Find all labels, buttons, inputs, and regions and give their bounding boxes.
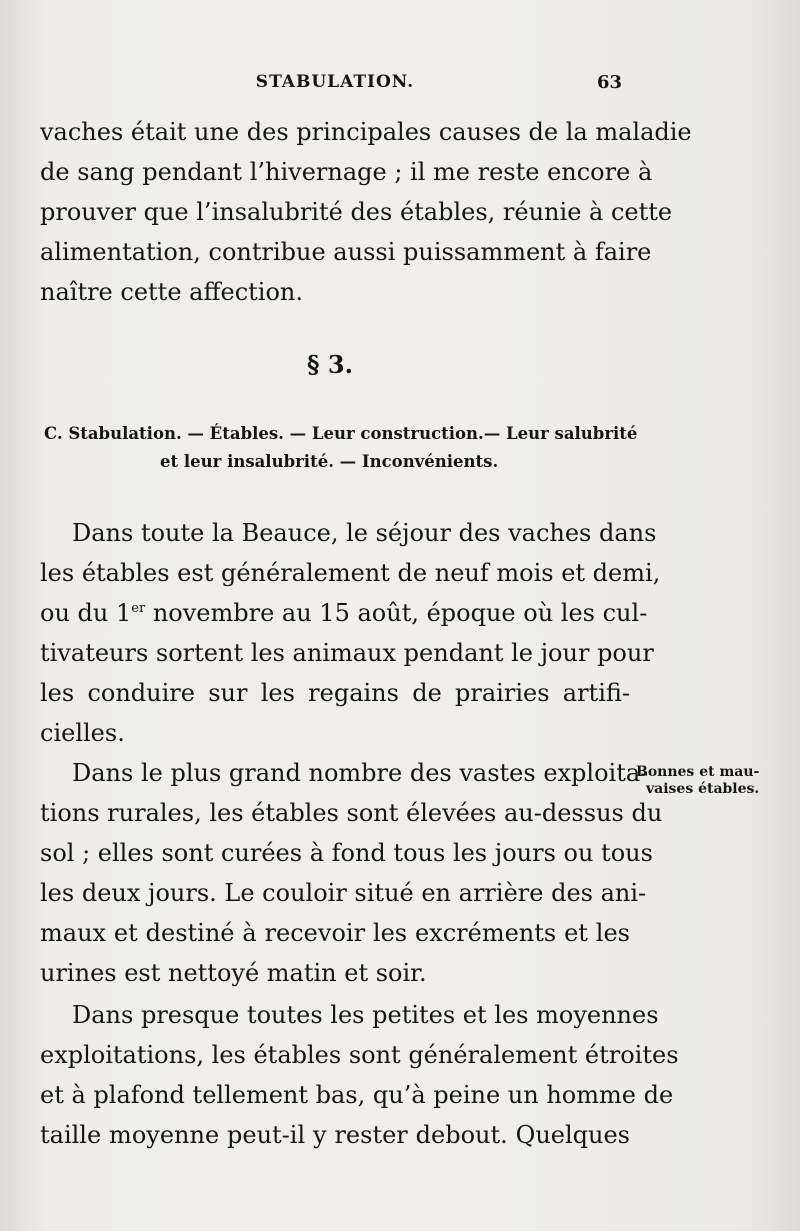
text-line: sol ; elles sont curées à fond tous les jours ou tous: [40, 839, 653, 867]
text-fragment: novembre au 15 août, époque où les cul-: [145, 599, 648, 627]
running-head: [40, 72, 630, 102]
text-line: de sang pendant l’hivernage ; il me reste encore à: [40, 158, 653, 186]
summary-line: et leur insalubrité. — Inconvénients.: [160, 452, 499, 471]
running-title: STABULATION.: [255, 72, 415, 92]
text-line: urines est nettoyé matin et soir.: [40, 959, 427, 987]
margin-note-line: vaises étables.: [646, 781, 760, 797]
text-line: Dans presque toutes les petites et les moyennes: [72, 1001, 659, 1029]
text-line: [40, 593, 648, 633]
text-line: les conduire sur les regains de prairies artifi-: [40, 679, 630, 707]
text-fragment: ou du 1: [40, 599, 132, 627]
text-line: les étables est généralement de neuf mois et demi,: [40, 559, 661, 587]
text-line: cielles.: [40, 719, 125, 747]
text-line: tivateurs sortent les animaux pendant le jour pour: [40, 639, 654, 667]
ordinal-superscript: er: [131, 601, 146, 616]
text-line: exploitations, les étables sont généralement étroites: [40, 1041, 679, 1069]
text-line: prouver que l’insalubrité des étables, réunie à cette: [40, 198, 673, 226]
text-line: vaches était une des principales causes de la maladie: [40, 118, 692, 146]
text-line: alimentation, contribue aussi puissamment à faire: [40, 238, 652, 266]
summary-line: C. Stabulation. — Étables. — Leur construction.— Leur salubrité: [44, 424, 638, 443]
page-number: 63: [596, 72, 622, 93]
text-line: les deux jours. Le couloir situé en arrière des ani-: [40, 879, 647, 907]
margin-note: [636, 764, 766, 798]
text-line: Dans toute la Beauce, le séjour des vaches dans: [72, 519, 657, 547]
text-line: naître cette affection.: [40, 278, 304, 306]
text-line: tions rurales, les étables sont élevées au-dessus du: [40, 799, 663, 827]
margin-note-line: Bonnes et mau-: [636, 764, 760, 780]
text-line: taille moyenne peut-il y rester debout. Quelques: [40, 1121, 630, 1149]
section-number: § 3.: [307, 350, 353, 379]
text-line: maux et destiné à recevoir les excréments et les: [40, 919, 630, 947]
text-line: Dans le plus grand nombre des vastes exploita-: [72, 759, 649, 787]
text-line: et à plafond tellement bas, qu’à peine un homme de: [40, 1081, 674, 1109]
